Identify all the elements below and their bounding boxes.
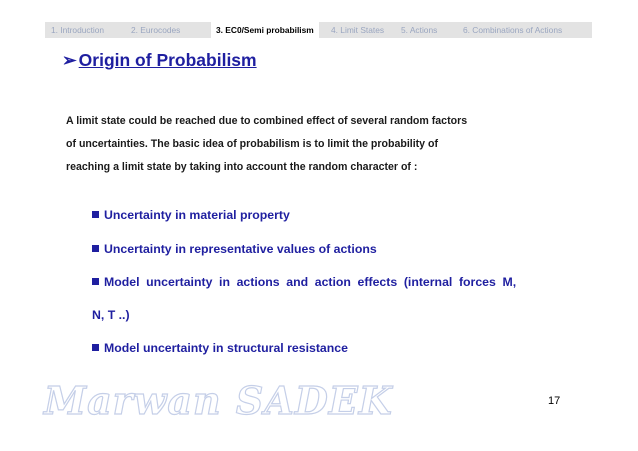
- bullet-text: Model uncertainty in actions and action effects (internal forces M,: [104, 275, 517, 289]
- paragraph-line: A limit state could be reached due to combined effect of several random factors: [66, 115, 468, 127]
- square-bullet-icon: [92, 278, 99, 285]
- bullet-text: Model uncertainty in structural resistance: [104, 341, 348, 355]
- bullet-continuation: N, T ..): [92, 308, 130, 322]
- bullet-item: [92, 275, 516, 289]
- tab-actions[interactable]: 5. Actions: [401, 25, 438, 35]
- tab-eurocodes[interactable]: 2. Eurocodes: [131, 25, 181, 35]
- bullet-text: Uncertainty in representative values of actions: [104, 242, 377, 256]
- bullet-item: [92, 242, 377, 256]
- author-watermark: Marwan SADEK: [44, 378, 393, 423]
- bullet-text: Uncertainty in material property: [104, 208, 290, 222]
- square-bullet-icon: [92, 211, 99, 218]
- section-tab-bar: [45, 22, 592, 38]
- square-bullet-icon: [92, 344, 99, 351]
- arrow-bullet-icon: ➢: [62, 50, 77, 70]
- tab-combinations-of-actions[interactable]: 6. Combinations of Actions: [463, 25, 563, 35]
- bullet-item: [92, 208, 290, 222]
- slide-title-text: Origin of Probabilism: [78, 50, 257, 70]
- tab-introduction[interactable]: 1. Introduction: [51, 25, 105, 35]
- intro-paragraph: [66, 110, 586, 179]
- page-number: 17: [548, 395, 561, 407]
- paragraph-line: of uncertainties. The basic idea of probabilism is to limit the probability of: [66, 138, 439, 150]
- slide-title: [62, 50, 257, 71]
- bullet-item: [92, 341, 348, 355]
- square-bullet-icon: [92, 245, 99, 252]
- paragraph-line: reaching a limit state by taking into account the random character of :: [66, 161, 418, 173]
- tab-limit-states[interactable]: 4. Limit States: [331, 25, 385, 35]
- tab-ec0-semi-probabilism[interactable]: 3. EC0/Semi probabilism: [211, 22, 319, 38]
